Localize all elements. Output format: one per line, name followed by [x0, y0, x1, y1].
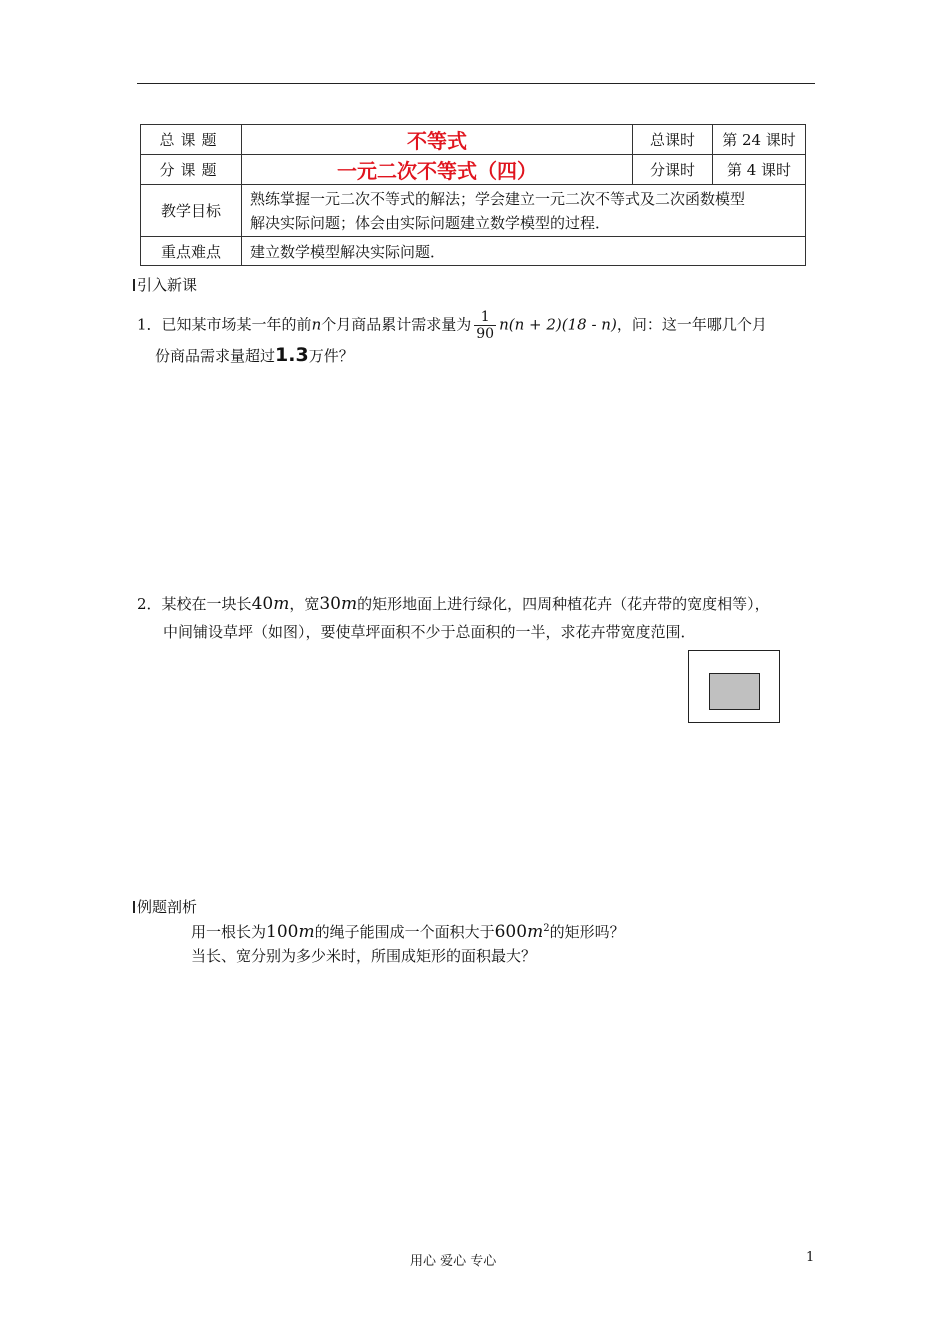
- problem-1-line-1: [137, 309, 767, 342]
- page-number: 1: [806, 1250, 815, 1265]
- goal-label: 教学目标: [141, 185, 242, 237]
- math-value: 30: [319, 594, 341, 614]
- problem-text: 份商品需求量超过: [155, 347, 276, 365]
- problem-text: 的绳子能围成一个面积大于: [314, 923, 495, 941]
- key-text: 建立数学模型解决实际问题．: [242, 237, 806, 266]
- problem-text: 个月商品累计需求量为: [321, 315, 472, 334]
- example-line-1: [191, 917, 625, 944]
- math-value: 600: [494, 922, 528, 942]
- math-value: 40: [251, 594, 274, 614]
- sub-lesson-title: 一元二次不等式（四）: [242, 155, 633, 185]
- math-expression: n(n + 2)(18 - n): [499, 315, 617, 334]
- lesson-header-table: [140, 124, 806, 266]
- problem-2-line-2: 中间铺设草坪（如图），要使草坪面积不少于总面积的一半，求花卉带宽度范围．: [163, 623, 696, 641]
- math-var: m: [273, 594, 290, 614]
- math-value: 1.3: [275, 344, 309, 366]
- problem-text: 万件？: [308, 347, 354, 365]
- section-marker-icon: [133, 279, 135, 291]
- section-marker-icon: [133, 901, 135, 913]
- problem-2-line-1: [137, 592, 770, 616]
- section-title: 例题剖析: [137, 898, 198, 916]
- section-title: 引入新课: [137, 276, 198, 294]
- problem-1-line-2: [155, 343, 354, 368]
- problem-number: 2．: [137, 595, 162, 613]
- problem-text: ，问：这一年哪几个月: [616, 315, 767, 334]
- math-var: m: [298, 922, 315, 942]
- example-line-2: 当长、宽分别为多少米时，所围成矩形的面积最大？: [191, 947, 537, 965]
- math-value: 100: [266, 922, 299, 942]
- fraction-denominator: 90: [476, 326, 495, 342]
- key-label: 重点难点: [141, 237, 242, 266]
- table-row: [141, 185, 806, 237]
- goal-line-2: 解决实际问题；体会由实际问题建立数学模型的过程．: [250, 213, 611, 232]
- fraction-numerator: 1: [474, 309, 496, 326]
- math-exponent: 2: [543, 923, 550, 934]
- goal-text: [242, 185, 806, 237]
- top-rule: [137, 83, 815, 84]
- key-cell: 总课时: [633, 125, 713, 155]
- section-heading: [133, 896, 197, 917]
- section-heading: [133, 274, 197, 295]
- page-footer: 用心 爱心 专心: [410, 1254, 497, 1269]
- problem-text: 用一根长为: [191, 923, 267, 941]
- table-row: [141, 125, 806, 155]
- problem-number: 1．: [137, 315, 162, 334]
- problem-text: 已知某市场某一年的前: [161, 315, 312, 334]
- lawn-rectangle: [709, 673, 760, 710]
- fraction: [474, 309, 496, 342]
- label-cell: 分课题: [141, 155, 242, 185]
- math-var: n: [311, 315, 322, 334]
- lesson-title: 不等式: [242, 125, 633, 155]
- label-cell: 总课题: [141, 125, 242, 155]
- goal-line-1: 熟练掌握一元二次不等式的解法；学会建立一元二次不等式及二次函数模型: [250, 189, 746, 208]
- value-cell: 第 24 课时: [713, 125, 806, 155]
- table-row: [141, 155, 806, 185]
- problem-text: ，宽: [289, 595, 320, 613]
- problem-text: 某校在一块长: [161, 595, 252, 613]
- math-var: m: [340, 594, 358, 614]
- math-var: m: [527, 922, 544, 942]
- value-cell: 第 4 课时: [713, 155, 806, 185]
- table-row: [141, 237, 806, 266]
- problem-text: 的矩形地面上进行绿化，四周种植花卉（花卉带的宽度相等），: [357, 595, 770, 613]
- problem-text: 的矩形吗？: [549, 923, 625, 941]
- key-cell: 分课时: [633, 155, 713, 185]
